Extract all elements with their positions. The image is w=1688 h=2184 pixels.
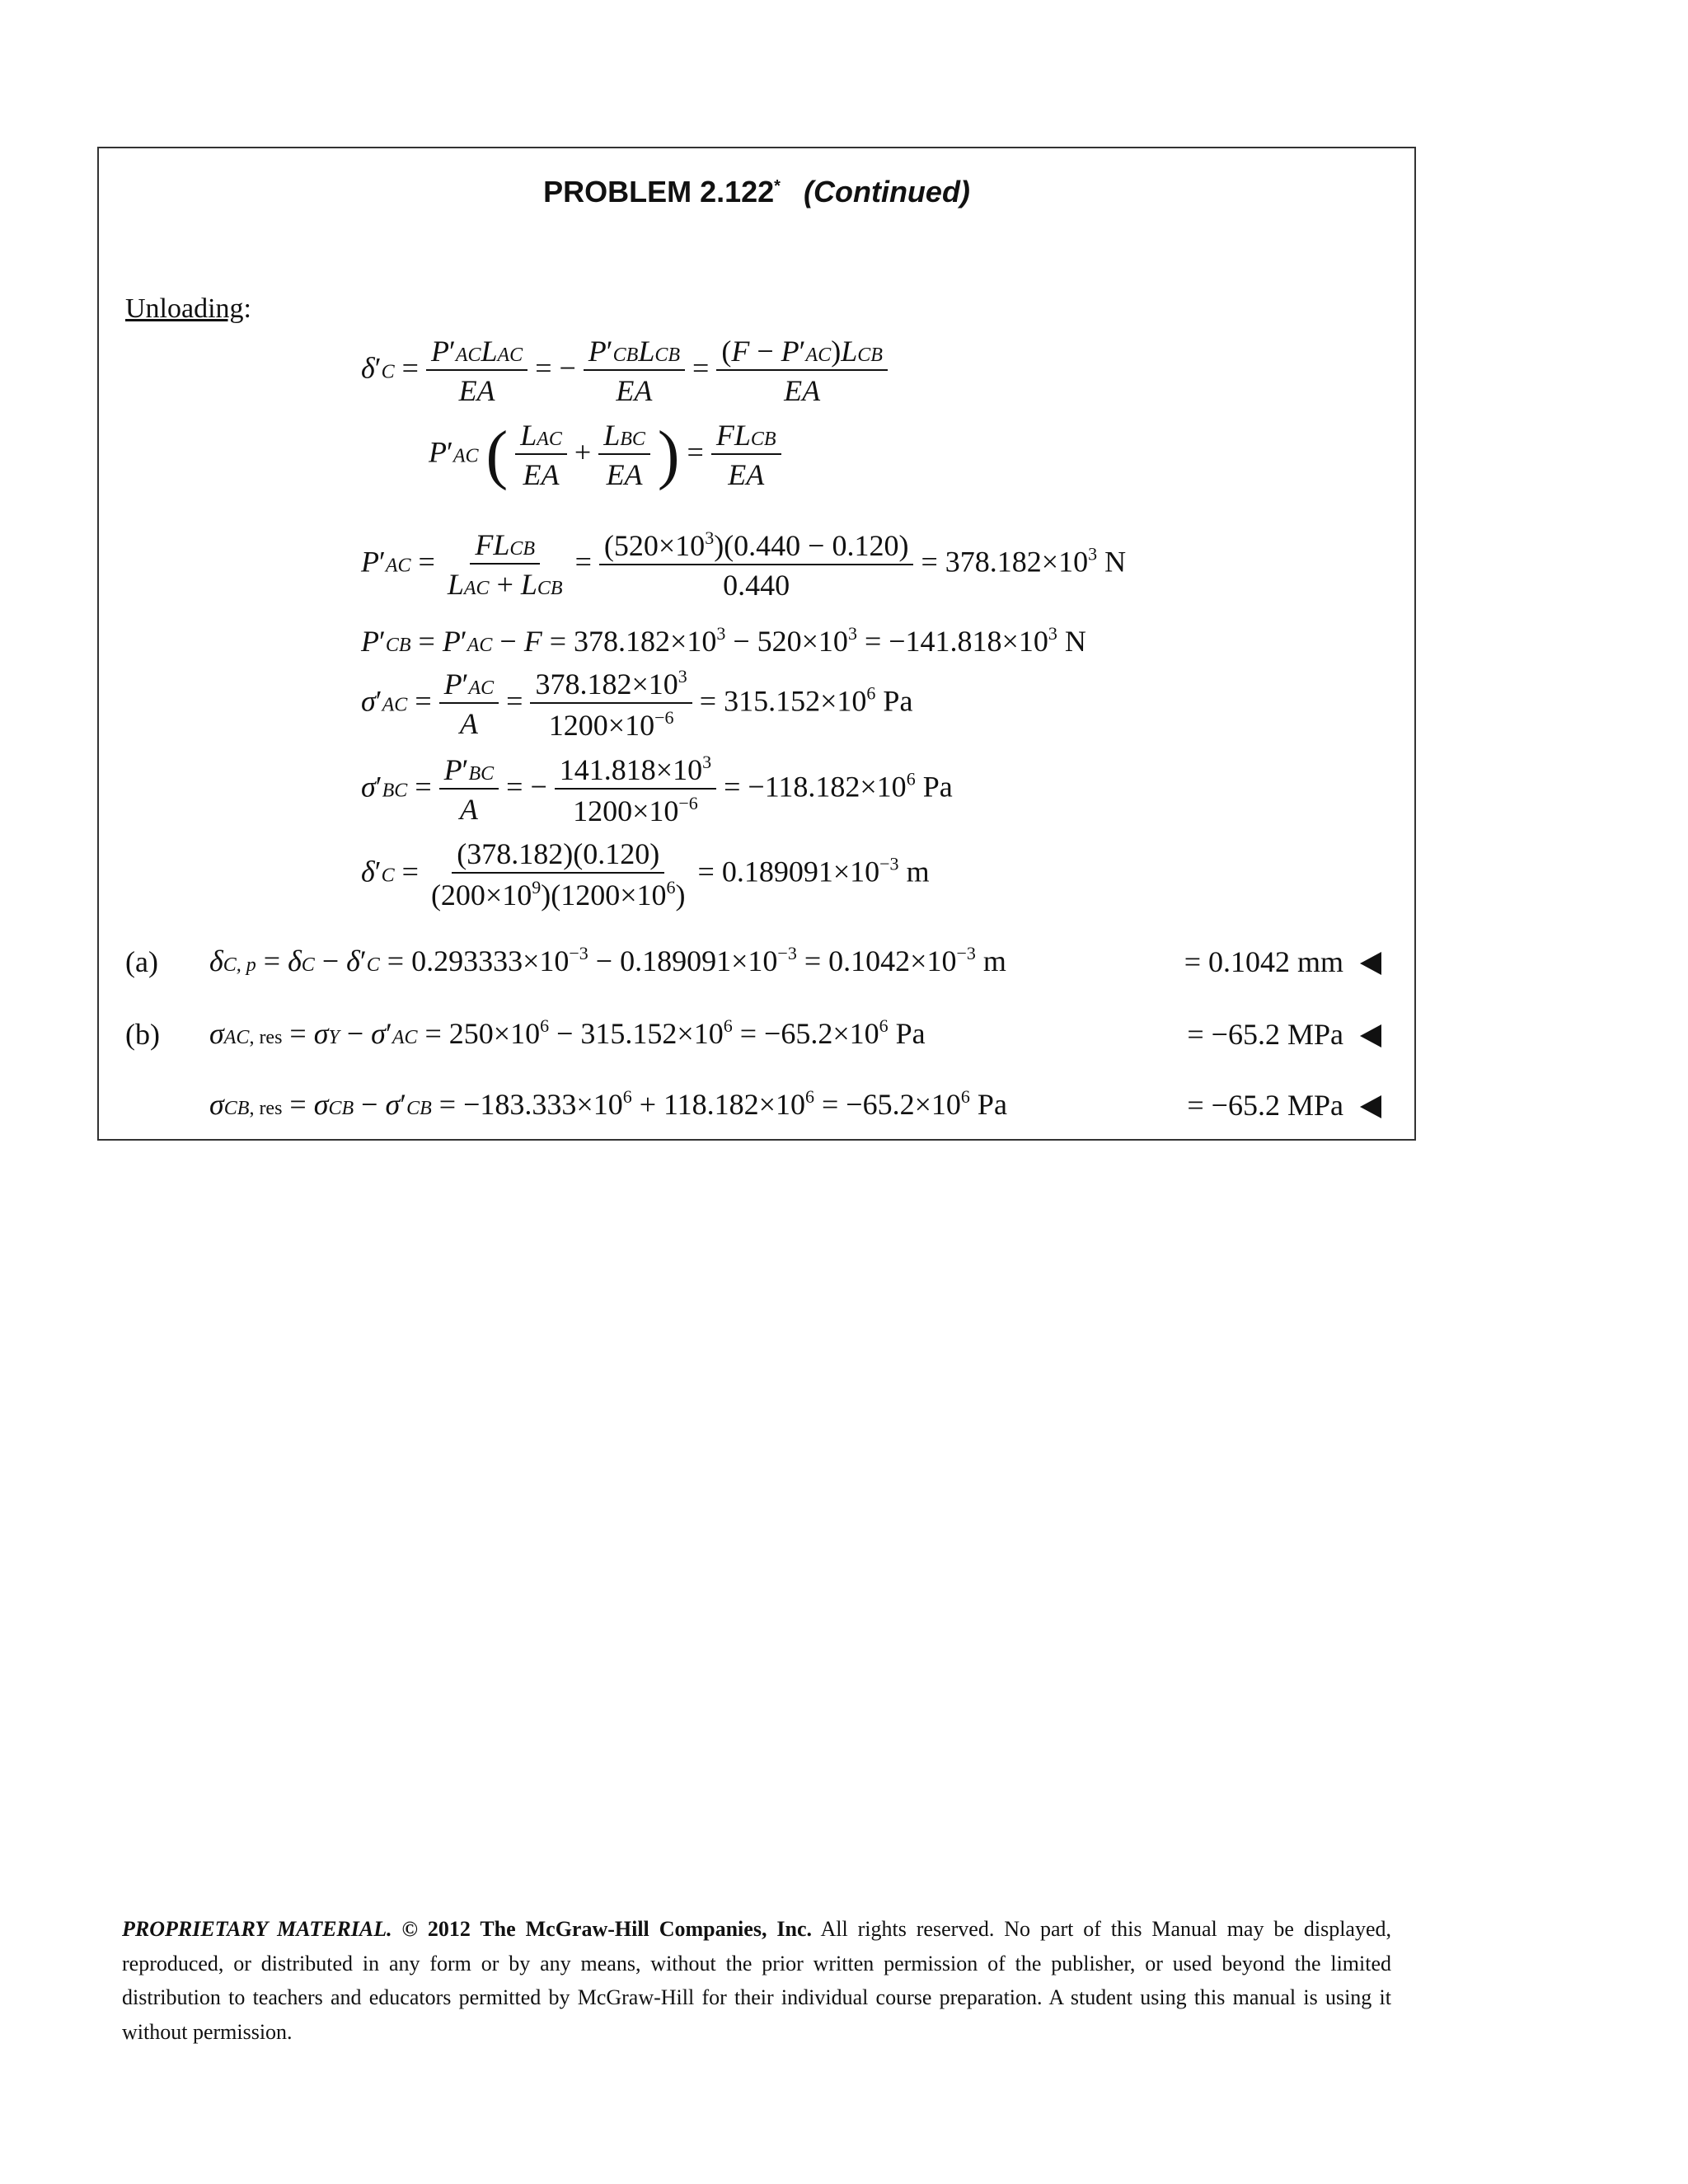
eq-sigma-bc: σ′BC = $\frac{P'BC}{A}$ = − $\frac{141.818\times 10^3}{1200\times 10^{-6}}$ = $-118.182\times 10^6$ Pa bbox=[361, 752, 953, 827]
heading-colon: : bbox=[243, 293, 251, 324]
sigma-cb-value: 183.333 bbox=[480, 1088, 577, 1121]
pac-value: 378.182 bbox=[945, 545, 1042, 579]
answer-marker-icon bbox=[1360, 952, 1381, 975]
eq-delta-c: δ′C = $\frac{(378.182)(0.120)}{(200\times 10^9)(1200\times 10^6)}$ = $0.189091\times 10^{-3}$ m bbox=[361, 837, 930, 912]
pcb-value: 141.818 bbox=[905, 625, 1002, 658]
answer-marker-icon bbox=[1360, 1095, 1381, 1118]
answer-a bbox=[1184, 944, 1381, 979]
footer-lead: PROPRIETARY MATERIAL. bbox=[122, 1917, 392, 1941]
part-a-label: (a) bbox=[125, 945, 158, 978]
heading-text: Unloading bbox=[125, 293, 244, 324]
copyright-footer bbox=[122, 1912, 1391, 2049]
answer-b2-text: = −65.2 MPa bbox=[1187, 1089, 1343, 1122]
eq-sigma-ac: σ′AC = $\frac{P'AC}{A}$ = $\frac{378.182\times 10^3}{1200\times 10^{-6}}$ = $315.152\times 10^6$ Pa bbox=[361, 666, 913, 742]
eq-delta-cp: δC, $p = \delta C - \delta'C = 0.293333\times 10^{-3} - 0.189091\times 10^{-3} = 0.1042\times 10^{-3}$ m bbox=[209, 943, 1006, 977]
footer-text: All rights reserved. No part of this Manual may be displayed, reproduced, or distributed in any form or by any means, without the prior written permission of the publisher, or used beyond the limited distribution to teachers and educators permitted by McGraw-Hill for their individual course preparation. A student using this manual is using it without permission. bbox=[122, 1917, 1391, 2044]
answer-marker-icon bbox=[1360, 1024, 1381, 1047]
answer-a-text: = 0.1042 mm bbox=[1184, 945, 1343, 978]
eq-sigma-cb-res: σCB, res = $\sigma CB - \sigma'CB = -183.333\times 10^6 + 118.182\times 10^6 = -65.2\times 10^6$ Pa bbox=[209, 1086, 1007, 1121]
delta-c-value: 0.189091 bbox=[721, 855, 833, 888]
sigma-y-value: 250 bbox=[448, 1017, 494, 1050]
problem-title bbox=[99, 175, 1414, 209]
eq-pcb: $P'CB = P'AC - F = 378.182\times 10^3 - 520\times 10^3 = -141.818\times 10^3$ N bbox=[361, 623, 1086, 658]
sigma-bc-value: 118.182 bbox=[764, 770, 860, 804]
footer-copyright: © 2012 The McGraw-Hill Companies, Inc. bbox=[401, 1917, 812, 1941]
delta-a-value: 0.293333 bbox=[411, 944, 523, 977]
eq-pac: P′AC = $\frac{\text{FLCB}}{\text{LAC + LCB}}$ = $\frac{(520\times 10^3)(0.440 - 0.120)}{0.440}$ = $378.182\times 10^3$ N bbox=[361, 527, 1127, 602]
title-text: PROBLEM 2.122 bbox=[543, 175, 775, 209]
answer-b1 bbox=[1187, 1017, 1381, 1052]
answer-b2 bbox=[1187, 1088, 1381, 1122]
title-asterisk: * bbox=[774, 177, 781, 195]
answer-b1-text: = −65.2 MPa bbox=[1187, 1018, 1343, 1051]
sigma-res-value: 65.2 bbox=[781, 1017, 833, 1050]
solution-frame bbox=[97, 147, 1416, 1141]
part-b-label: (b) bbox=[125, 1018, 160, 1051]
delta-res-value: 0.1042 bbox=[828, 944, 911, 977]
title-continued: (Continued) bbox=[803, 175, 970, 209]
eq-pac-sum: P′AC ( $\frac{\text{LAC}}{EA}$ + $\frac{\text{LBC}}{EA}$ ) = $\frac{\text{FLCB}}{EA}$ bbox=[429, 420, 781, 490]
sigma-ac-value: 315.152 bbox=[724, 684, 821, 718]
eq-sigma-ac-res: σAC, res = $\sigma Y - \sigma'AC = 250\times 10^6 - 315.152\times 10^6 = -65.2\times 10^6$ Pa bbox=[209, 1015, 926, 1050]
eq-delta-prime: δ′C = $\frac{\text{P′ACLAC}}{EA}$ = − $\frac{\text{P′CBLCB}}{EA}$ = $\frac{\text{(F − P′AC)LCB}}{EA}$ bbox=[361, 336, 888, 405]
section-heading bbox=[125, 293, 251, 325]
